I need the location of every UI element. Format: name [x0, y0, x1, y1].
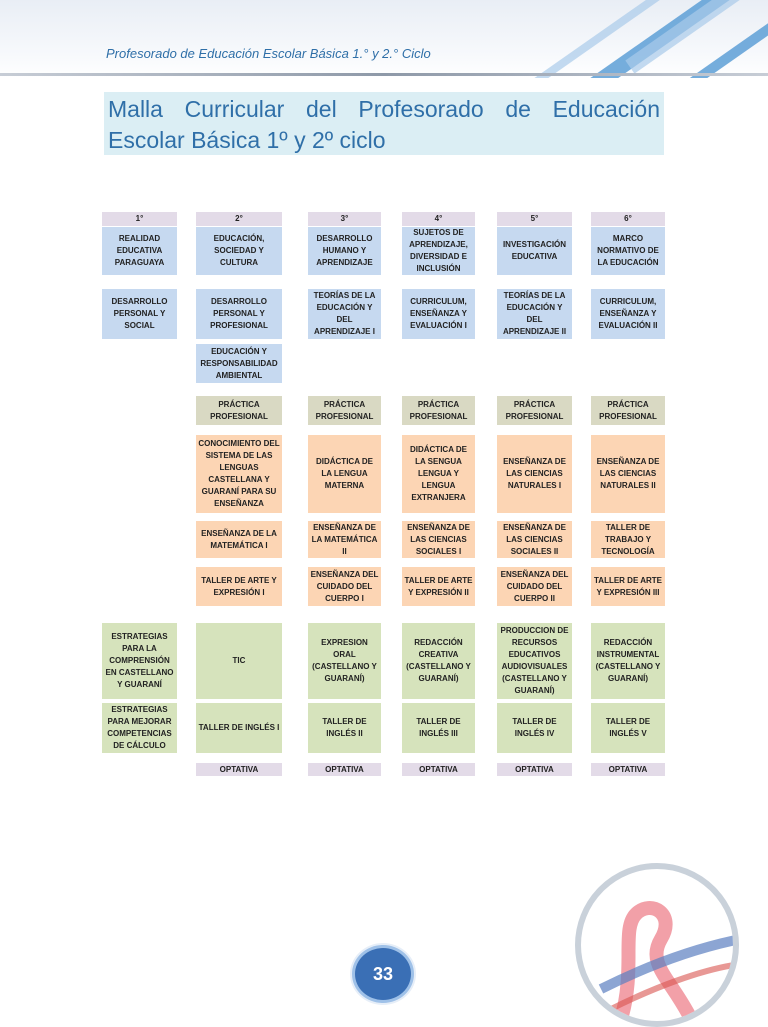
- running-title: Profesorado de Educación Escolar Básica 1.° y 2.° Ciclo: [106, 46, 431, 61]
- course-cell: CURRICULUM, ENSEÑANZA Y EVALUACIÓN II: [591, 289, 665, 339]
- course-cell: DESARROLLO PERSONAL Y SOCIAL: [102, 289, 177, 339]
- course-cell: ESTRATEGIAS PARA MEJORAR COMPETENCIAS DE CÁLCULO: [102, 703, 177, 753]
- course-cell: EDUCACIÓN, SOCIEDAD Y CULTURA: [196, 227, 282, 275]
- course-cell: ENSEÑANZA DE LA MATEMÁTICA I: [196, 521, 282, 558]
- course-cell: DIDÁCTICA DE LA LENGUA MATERNA: [308, 435, 381, 513]
- course-cell: TALLER DE INGLÉS III: [402, 703, 475, 753]
- course-cell: DIDÁCTICA DE LA SENGUA LENGUA Y LENGUA EXTRANJERA: [402, 435, 475, 513]
- course-cell: PRÁCTICA PROFESIONAL: [402, 396, 475, 425]
- course-cell: CURRICULUM, ENSEÑANZA Y EVALUACIÓN I: [402, 289, 475, 339]
- course-cell: OPTATIVA: [591, 763, 665, 776]
- document-title: Malla Curricular del Profesorado de Educación Escolar Básica 1º y 2º ciclo: [104, 92, 664, 155]
- course-cell: EXPRESION ORAL (CASTELLANO Y GUARANÍ): [308, 623, 381, 699]
- course-cell: TALLER DE INGLÉS II: [308, 703, 381, 753]
- column-header: 2°: [196, 212, 282, 226]
- course-cell: TEORÍAS DE LA EDUCACIÓN Y DEL APRENDIZAJE II: [497, 289, 572, 339]
- course-cell: PRODUCCION DE RECURSOS EDUCATIVOS AUDIOVISUALES (CASTELLANO Y GUARANÍ): [497, 623, 572, 699]
- course-cell: ENSEÑANZA DE LAS CIENCIAS NATURALES II: [591, 435, 665, 513]
- course-cell: OPTATIVA: [196, 763, 282, 776]
- column-header: 4°: [402, 212, 475, 226]
- course-cell: TALLER DE TRABAJO Y TECNOLOGÍA: [591, 521, 665, 558]
- header-rule: [0, 73, 768, 76]
- course-cell: OPTATIVA: [402, 763, 475, 776]
- course-cell: ENSEÑANZA DE LA MATEMÁTICA II: [308, 521, 381, 558]
- course-cell: ESTRATEGIAS PARA LA COMPRENSIÓN EN CASTELLANO Y GUARANÍ: [102, 623, 177, 699]
- column-header: 6°: [591, 212, 665, 226]
- course-cell: PRÁCTICA PROFESIONAL: [497, 396, 572, 425]
- course-cell: ENSEÑANZA DEL CUIDADO DEL CUERPO II: [497, 567, 572, 606]
- course-cell: TALLER DE ARTE Y EXPRESIÓN II: [402, 567, 475, 606]
- course-cell: DESARROLLO HUMANO Y APRENDIZAJE: [308, 227, 381, 275]
- course-cell: OPTATIVA: [497, 763, 572, 776]
- course-cell: TALLER DE INGLÉS V: [591, 703, 665, 753]
- course-cell: REDACCIÓN CREATIVA (CASTELLANO Y GUARANÍ): [402, 623, 475, 699]
- column-header: 5°: [497, 212, 572, 226]
- course-cell: SUJETOS DE APRENDIZAJE, DIVERSIDAD E INCLUSIÓN: [402, 227, 475, 275]
- course-cell: MARCO NORMATIVO DE LA EDUCACIÓN: [591, 227, 665, 275]
- course-cell: PRÁCTICA PROFESIONAL: [196, 396, 282, 425]
- page-number: 33: [352, 945, 414, 1003]
- course-cell: TIC: [196, 623, 282, 699]
- course-cell: ENSEÑANZA DE LAS CIENCIAS NATURALES I: [497, 435, 572, 513]
- course-cell: REALIDAD EDUCATIVA PARAGUAYA: [102, 227, 177, 275]
- course-cell: ENSEÑANZA DE LAS CIENCIAS SOCIALES I: [402, 521, 475, 558]
- course-cell: TALLER DE INGLÉS IV: [497, 703, 572, 753]
- course-cell: ENSEÑANZA DEL CUIDADO DEL CUERPO I: [308, 567, 381, 606]
- course-cell: TEORÍAS DE LA EDUCACIÓN Y DEL APRENDIZAJE I: [308, 289, 381, 339]
- column-header: 1°: [102, 212, 177, 226]
- course-cell: CONOCIMIENTO DEL SISTEMA DE LAS LENGUAS CASTELLANA Y GUARANÍ PARA SU ENSEÑANZA: [196, 435, 282, 513]
- course-cell: ENSEÑANZA DE LAS CIENCIAS SOCIALES II: [497, 521, 572, 558]
- course-cell: PRÁCTICA PROFESIONAL: [591, 396, 665, 425]
- course-cell: EDUCACIÓN Y RESPONSABILIDAD AMBIENTAL: [196, 344, 282, 383]
- course-cell: PRÁCTICA PROFESIONAL: [308, 396, 381, 425]
- course-cell: REDACCIÓN INSTRUMENTAL (CASTELLANO Y GUARANÍ): [591, 623, 665, 699]
- course-cell: TALLER DE INGLÉS I: [196, 703, 282, 753]
- column-header: 3°: [308, 212, 381, 226]
- course-cell: TALLER DE ARTE Y EXPRESIÓN I: [196, 567, 282, 606]
- course-cell: OPTATIVA: [308, 763, 381, 776]
- ribbon-icon: [581, 869, 733, 1021]
- course-cell: DESARROLLO PERSONAL Y PROFESIONAL: [196, 289, 282, 339]
- course-cell: TALLER DE ARTE Y EXPRESIÓN III: [591, 567, 665, 606]
- institution-logo: [575, 863, 739, 1027]
- course-cell: INVESTIGACIÓN EDUCATIVA: [497, 227, 572, 275]
- page-header: [0, 0, 768, 78]
